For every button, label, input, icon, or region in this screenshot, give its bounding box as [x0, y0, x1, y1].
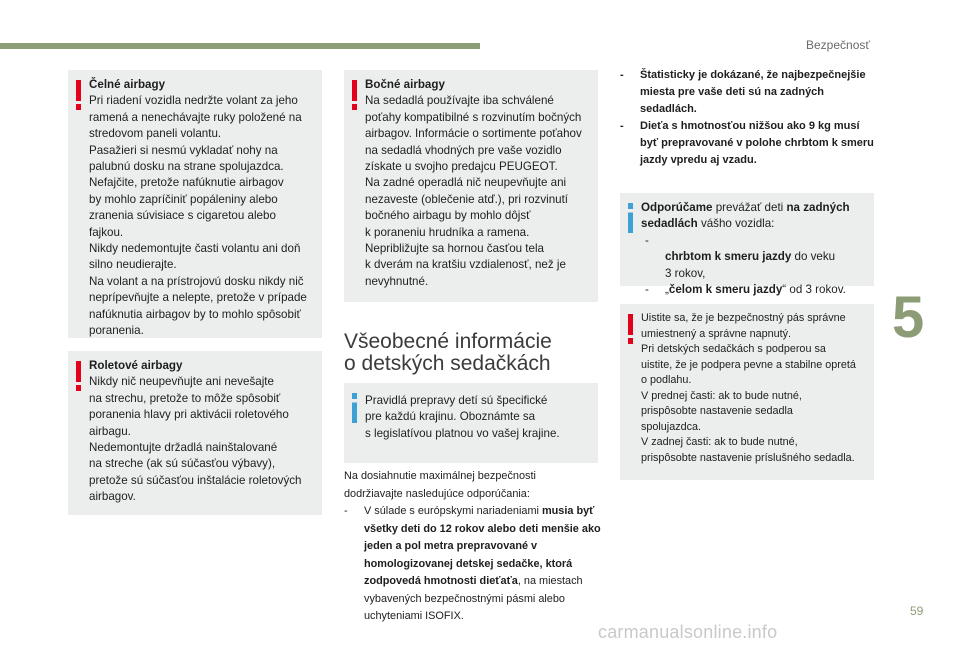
- seatbelt-warning-box: [620, 304, 874, 480]
- recommendations-text: [344, 468, 602, 626]
- front-airbags-text: Pri riadení vozidla nedržte volant za jeho ramená a nenechávajte ruky položené na stredovom paneli volantu. Pasažieri si nesmú vykladať nohy na palubnú dosku na strane spolujazdca. Nefajčite, pretože nafúknutie airbagov by mohlo zapríčiniť popáleniny alebo zranenia súvisiace s cigaretou alebo fajkou. Nikdy nedemontujte časti volantu ani doň silno neudierajte. Na volant a na prístrojovú dosku nikdy nič neprípevňujte a nelepte, pretože v prípade nafúknutia airbagov by to mohlo spôsobiť poranenia.: [89, 94, 307, 338]
- header-accent-bar: [0, 43, 480, 49]
- regulations-info-text: Pravidlá prepravy detí sú špecifické pre každú krajinu. Oboznámte sa s legislatívou platnou vo vašej krajine.: [365, 394, 560, 440]
- regulations-info-box: [344, 383, 598, 463]
- curtain-airbags-text: Nikdy nič neupevňujte ani nevešajte na strechu, pretože to môže spôsobiť poranenia hlavy pri aktivácii roletového airbagu. Nedemontujte držadlá nainštalované na streche (ak sú súčasťou výbavy), pretože sú súčasťou inštalácie roletových airbagov.: [89, 375, 302, 504]
- list-item: [344, 503, 602, 626]
- front-airbags-warning-box: [68, 70, 322, 338]
- warning-icon: [76, 361, 81, 391]
- section-heading: Všeobecné informácie o detských sedačkách: [344, 330, 552, 375]
- list-item: - chrbtom k smeru jazdy do veku 3 rokov,: [645, 233, 836, 280]
- bullet-bold-text: musia byť všetky deti do 12 rokov alebo deti menšie ako jeden a pol metra prepravované v homologizovanej detskej sedačke, ktorá zodpovedá hmotnosti dieťaťa: [364, 505, 601, 587]
- list-item: - Štatisticky je dokázané, že najbezpečnejšie miesta pre vaše deti sú na zadných sedadlách.: [620, 69, 866, 115]
- bullet-text-end: , na miestach vybavených bezpečnostnými pásmi alebo uchyteniami ISOFIX.: [364, 575, 583, 622]
- recommendation-lead: Odporúčame: [641, 201, 713, 214]
- watermark: carmanualsonline.info: [598, 622, 778, 642]
- chapter-number: 5: [892, 285, 925, 350]
- curtain-airbags-title: Roletové airbagy: [89, 359, 183, 372]
- recommendations-intro: Na dosiahnutie maximálnej bezpečnosti dodržiavajte nasledujúce odporúčania:: [344, 470, 536, 500]
- warning-icon: [76, 80, 81, 110]
- bullet-text: V súlade s európskymi nariadeniami: [364, 505, 542, 517]
- side-airbags-warning-box: [344, 70, 598, 302]
- warning-icon: [352, 80, 357, 110]
- fact-text: Dieťa s hmotnosťou nižšou ako 9 kg musí byť prepravované v polohe chrbtom k smeru jazdy vpredu aj vzadu.: [640, 120, 874, 166]
- info-icon: [628, 203, 633, 233]
- info-icon: [352, 393, 357, 423]
- curtain-airbags-warning-box: [68, 351, 322, 515]
- list-item: - Dieťa s hmotnosťou nižšou ako 9 kg musí byť prepravované v polohe chrbtom k smeru jazdy vpredu aj vzadu.: [620, 120, 874, 166]
- side-airbags-title: Bočné airbagy: [365, 78, 445, 91]
- side-airbags-text: Na sedadlá používajte iba schválené poťahy kompatibilné s rozvinutím bočných airbagov. Informácie o sortimente poťahov na sedadlá vhodných pre vaše vozidlo získate u svojho predajcu PEUGEOT. Na zadné operadlá nič neupevňujte ani nezaveste (oblečenie atď.), pri rozvinutí bočného airbagu by mohlo dôjsť k poraneniu hrudníka a ramena. Nepribližujte sa hornou časťou tela k dverám na kratšiu vzdialenosť, než je nevyhnutné.: [365, 94, 582, 288]
- warning-icon: [628, 314, 633, 344]
- section-title: Bezpečnosť: [806, 38, 870, 52]
- seatbelt-warning-text: Uistite sa, že je bezpečnostný pás správne umiestnený a správne napnutý. Pri detských sedačkách s podperou sa uistite, že je podpera pevne a stabilne opretá o podlahu. V prednej časti: ak to bude nutné, prispôsobte nastavenie sedadla spolujazdca. V zadnej časti: ak to bude nutné, prispôsobte nastavenie príslušného sedadla.: [641, 312, 856, 464]
- list-item: - „čelom k smeru jazdy“ od 3 rokov.: [645, 283, 846, 297]
- fact-text: Štatisticky je dokázané, že najbezpečnejšie miesta pre vaše deti sú na zadných sedadlách.: [640, 69, 866, 115]
- front-airbags-title: Čelné airbagy: [89, 78, 166, 91]
- recommendation-info-box: Odporúčame prevážať deti na zadných sedadlách vášho vozidla: - chrbtom k smeru jazdy do veku 3 rokov, - „čelom k smeru jazdy“ od 3 rokov.: [620, 193, 874, 286]
- bullet-dash: -: [344, 505, 348, 517]
- safety-facts-list: [620, 67, 878, 169]
- page-number: 59: [910, 604, 924, 618]
